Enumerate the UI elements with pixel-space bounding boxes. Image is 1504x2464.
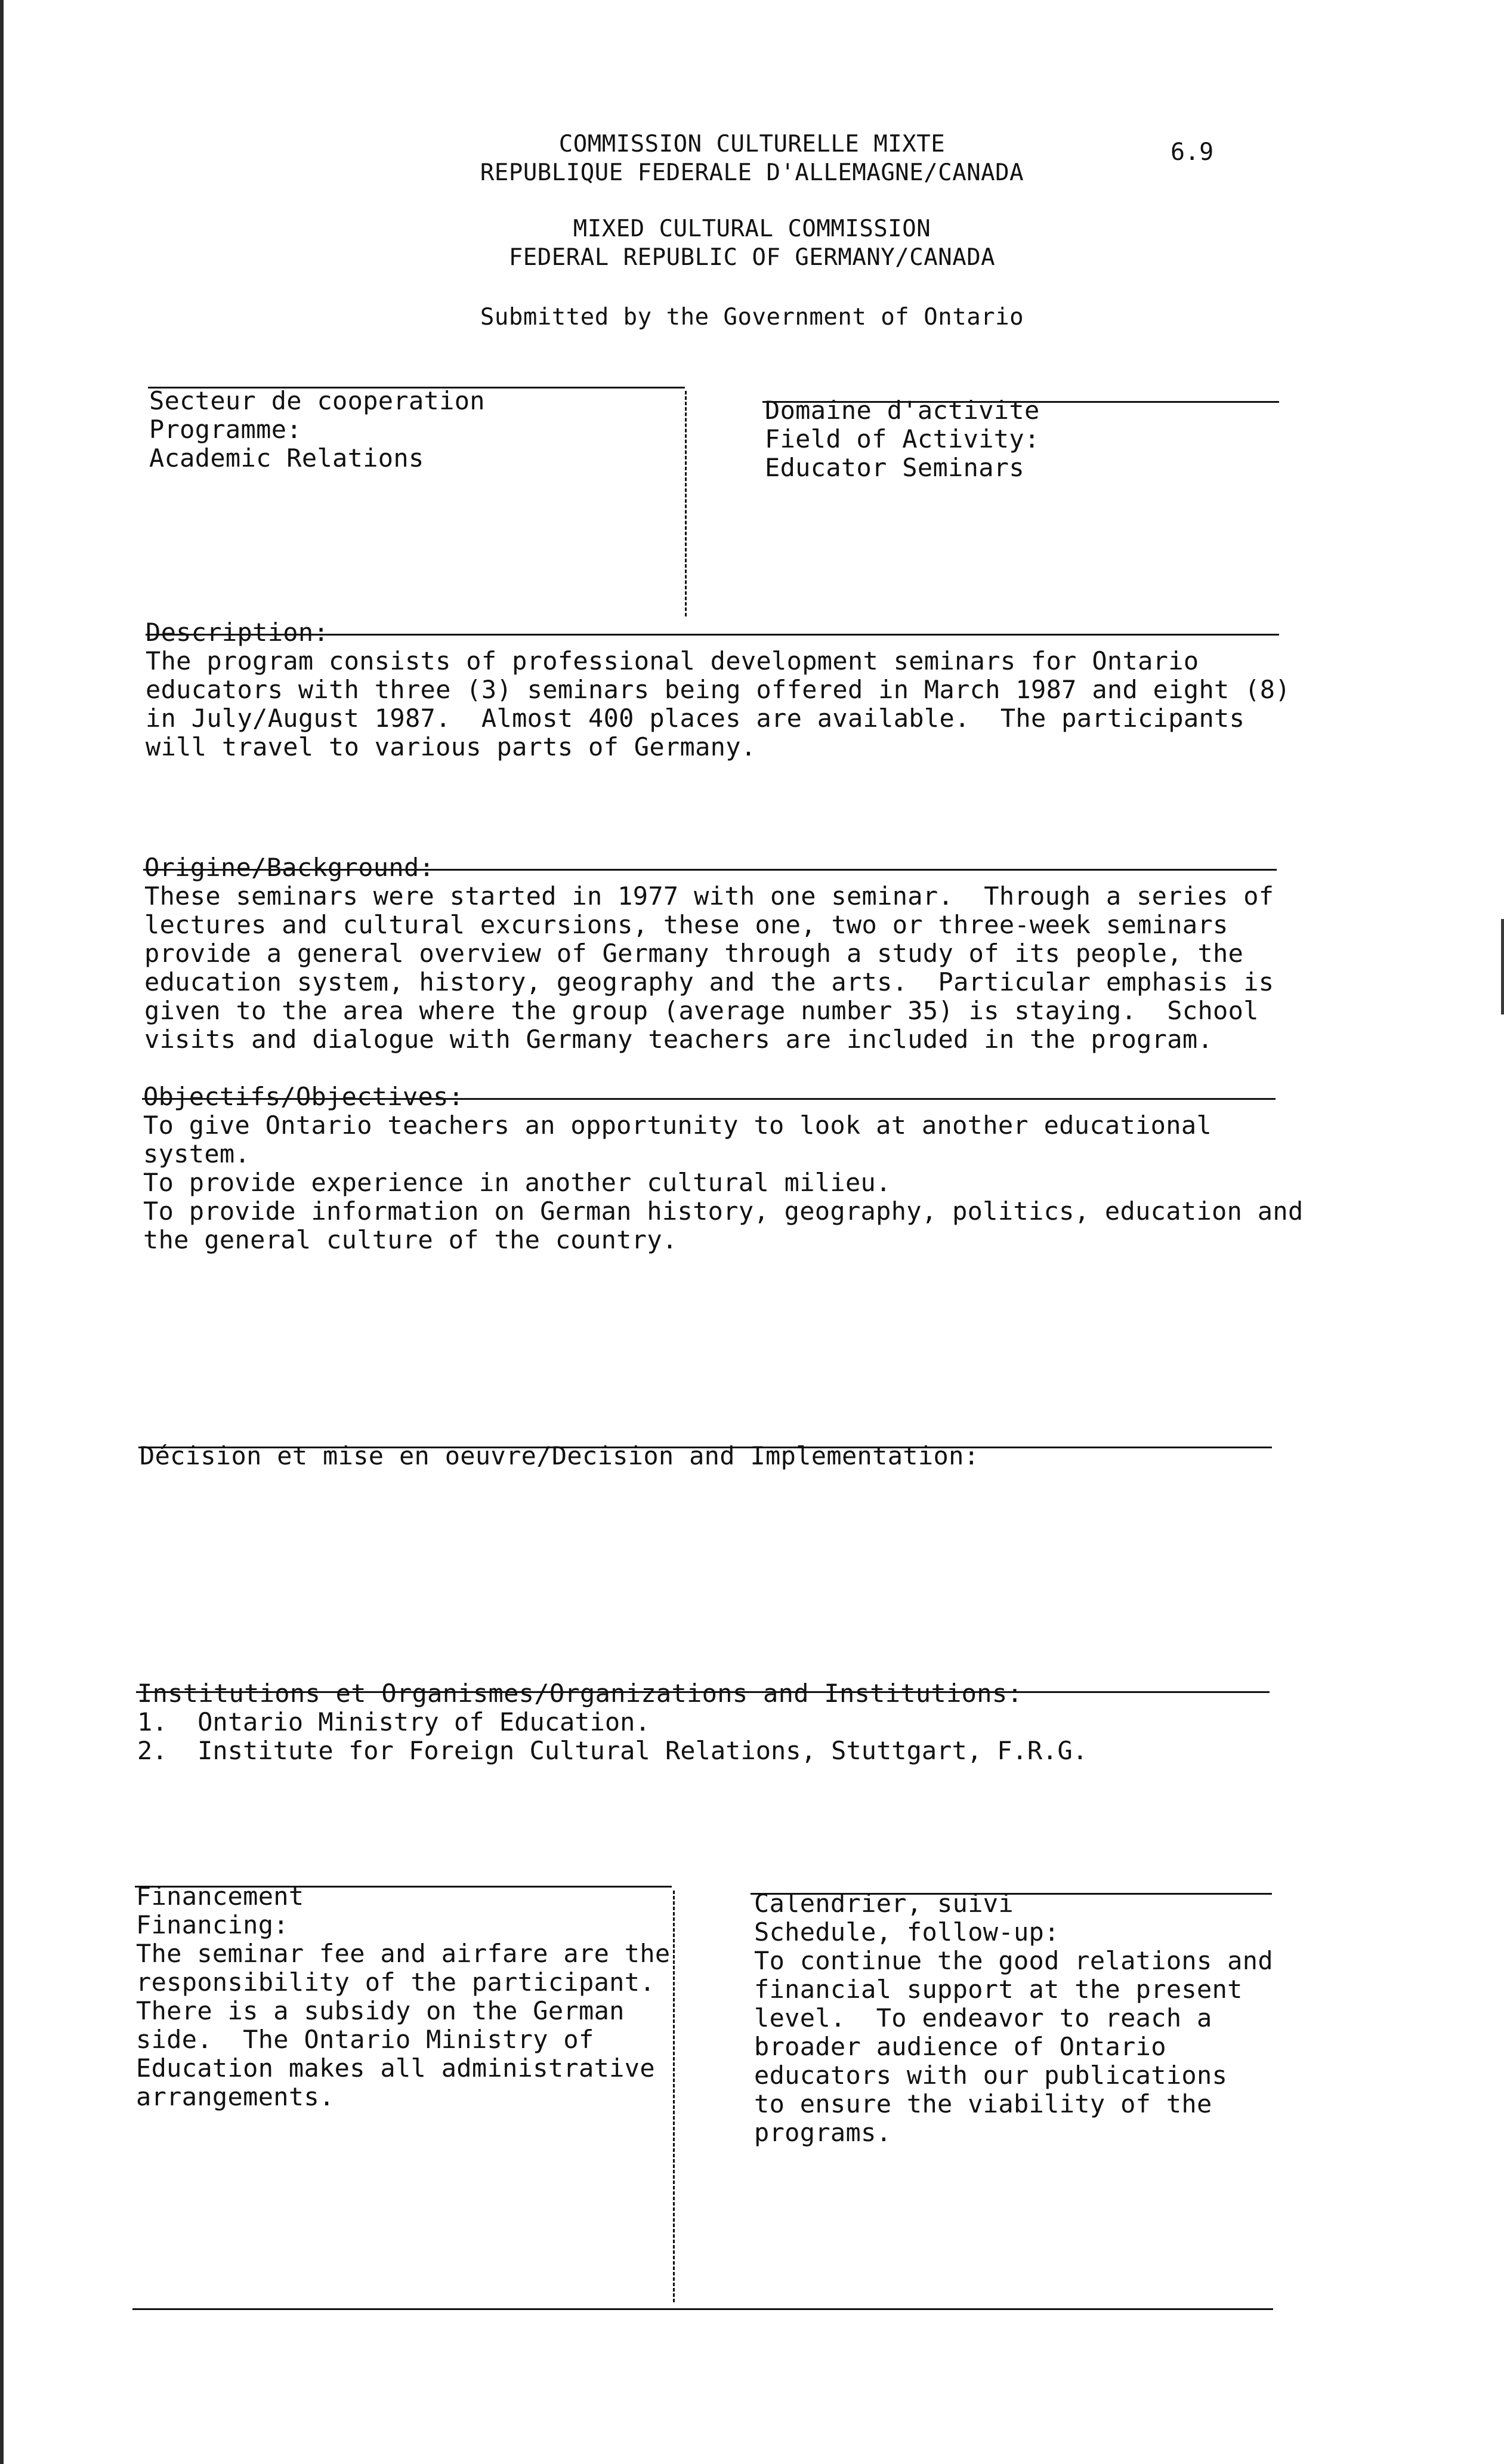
objectives-text: [143, 1111, 1304, 1254]
objectives-line: To provide experience in another cultural milieu.: [143, 1168, 891, 1197]
sector-divider: [685, 391, 687, 616]
schedule-line: to ensure the viability of the: [754, 2089, 1212, 2118]
field-value: Educator Seminars: [765, 453, 1024, 482]
sector-value: Academic Relations: [149, 443, 424, 473]
header-line-2: REPUBLIQUE FEDERALE D'ALLEMAGNE/CANADA: [480, 159, 1024, 186]
description-label: Description:: [146, 618, 329, 647]
background-line: given to the area where the group (average number 35) is staying. School: [144, 996, 1259, 1025]
objectives-label: Objectifs/Objectives:: [143, 1082, 464, 1111]
schedule-line: educators with our publications: [754, 2061, 1228, 2090]
background-line: These seminars were started in 1977 with one seminar. Through a series of: [144, 881, 1274, 911]
background-line: education system, history, geography and the arts. Particular emphasis is: [144, 967, 1274, 997]
schedule-line: level. To endeavor to reach a: [754, 2003, 1212, 2033]
header-line-4: FEDERAL REPUBLIC OF GERMANY/CANADA: [508, 244, 996, 271]
schedule-label-fr: Calendrier, suivi: [754, 1889, 1014, 1918]
sector-label-en: Programme:: [149, 415, 302, 444]
financing-divider: [673, 1891, 675, 2302]
background-line: lectures and cultural excursions, these one, two or three-week seminars: [144, 910, 1228, 939]
financing-line: There is a subsidy on the German: [136, 1996, 625, 2025]
description-text: [146, 647, 1290, 761]
financing-line: arrangements.: [136, 2082, 335, 2111]
background-line: visits and dialogue with Germany teachers are included in the program.: [144, 1025, 1213, 1054]
objectives-line: the general culture of the country.: [143, 1225, 678, 1254]
scan-right-edge: [1501, 919, 1504, 1014]
background-text: [144, 882, 1274, 1054]
objectives-line: system.: [143, 1139, 251, 1168]
institution-item: 2. Institute for Foreign Cultural Relations, Stuttgart, F.R.G.: [137, 1736, 1088, 1765]
field-block: [765, 396, 1040, 482]
sector-label-fr: Secteur de cooperation: [149, 386, 485, 415]
institutions-label: Institutions et Organismes/Organizations and Institutions:: [137, 1679, 1023, 1708]
background-line: provide a general overview of Germany through a study of its people, the: [144, 939, 1244, 968]
submitted-by: Submitted by the Government of Ontario: [480, 304, 1024, 331]
header-title-fr: [0, 130, 1504, 187]
financing-label-en: Financing:: [136, 1910, 289, 1939]
financing-line: Education makes all administrative: [136, 2053, 655, 2083]
financing-block: [136, 1882, 671, 2111]
header-title-en: [0, 215, 1504, 272]
financing-line: The seminar fee and airfare are the: [136, 1939, 671, 1968]
objectives-line: To provide information on German history, geography, politics, education and: [143, 1196, 1304, 1226]
header-line-3: MIXED CULTURAL COMMISSION: [573, 215, 931, 242]
schedule-line: financial support at the present: [754, 1975, 1243, 2004]
institutions-list: [137, 1708, 1088, 1765]
sector-block: [149, 387, 485, 473]
description-line: in July/August 1987. Almost 400 places are available. The participants: [146, 704, 1245, 733]
schedule-line: broader audience of Ontario: [754, 2032, 1166, 2061]
financing-label-fr: Financement: [136, 1882, 304, 1911]
field-label-en: Field of Activity:: [765, 424, 1040, 454]
objectives-line: To give Ontario teachers an opportunity to look at another educational: [143, 1111, 1212, 1140]
schedule-label-en: Schedule, follow-up:: [754, 1917, 1060, 1947]
institution-item: 1. Ontario Ministry of Education.: [137, 1707, 650, 1737]
decision-label: Décision et mise en oeuvre/Decision and Implementation:: [140, 1441, 980, 1470]
description-line: educators with three (3) seminars being offered in March 1987 and eight (8): [146, 675, 1290, 704]
schedule-block: [754, 1889, 1273, 2147]
schedule-line: To continue the good relations and: [754, 1946, 1273, 1975]
scan-left-edge: [0, 0, 4, 2464]
bottom-rule: [132, 2308, 1273, 2310]
financing-line: responsibility of the participant.: [136, 1968, 655, 1997]
page-number: 6.9: [1171, 138, 1214, 166]
schedule-line: programs.: [754, 2118, 892, 2147]
description-line: The program consists of professional development seminars for Ontario: [146, 646, 1199, 676]
description-line: will travel to various parts of Germany.: [146, 732, 756, 761]
financing-line: side. The Ontario Ministry of: [136, 2025, 594, 2054]
background-label: Origine/Background:: [144, 853, 435, 882]
header-line-1: COMMISSION CULTURELLE MIXTE: [558, 131, 946, 158]
field-label-fr: Domaine d'activite: [765, 396, 1040, 425]
